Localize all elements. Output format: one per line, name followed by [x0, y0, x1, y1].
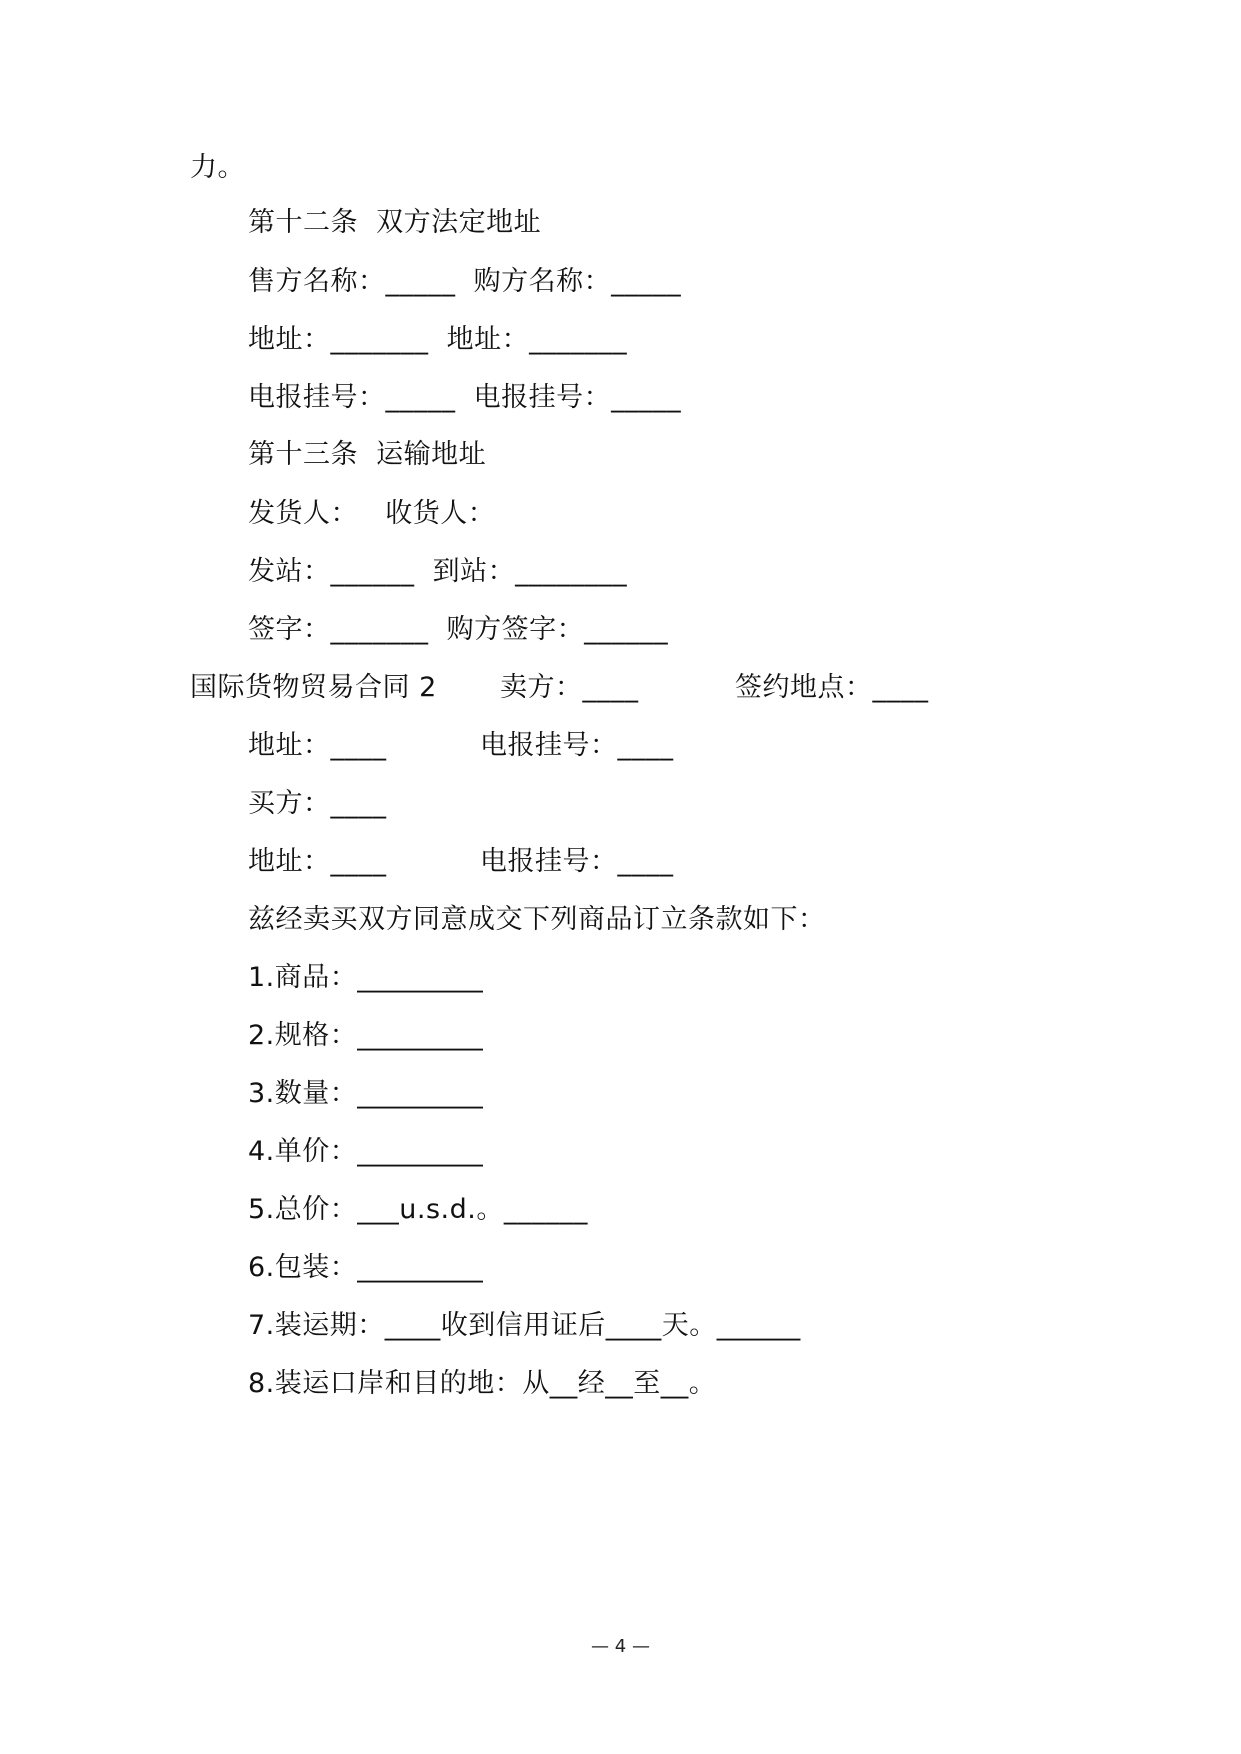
address-line: 地址：_______ 地址：_______ [248, 324, 628, 355]
seller-label: 卖方：____ [500, 672, 639, 703]
item-specification: 2.规格：_________ [248, 1020, 484, 1051]
item-port-destination: 8.装运口岸和目的地：从__经__至__。 [248, 1368, 717, 1399]
seller-telex: 电报挂号：____ [480, 730, 674, 761]
sign-place-label: 签约地点：____ [735, 672, 929, 703]
item-packing: 6.包装：_________ [248, 1252, 484, 1283]
buyer-address-row [248, 844, 1048, 880]
item-shipment-period: 7.装运期：____收到信用证后____天。______ [248, 1310, 801, 1341]
item-commodity: 1.商品：_________ [248, 962, 484, 993]
buyer-line: 买方：____ [248, 788, 387, 819]
station-line: 发站：______ 到站：________ [248, 556, 628, 587]
paragraph-line: 力。 [190, 152, 245, 183]
intro-line: 兹经卖买双方同意成交下列商品订立条款如下： [248, 904, 826, 935]
buyer-address: 地址：____ [248, 846, 387, 877]
page-number: — 4 — [591, 1636, 650, 1657]
item-quantity: 3.数量：_________ [248, 1078, 484, 1109]
seller-address: 地址：____ [248, 730, 387, 761]
party-name-line: 售方名称：_____ 购方名称：_____ [248, 266, 682, 297]
signature-line: 签字：_______ 购方签字：______ [248, 614, 669, 645]
buyer-telex: 电报挂号：____ [480, 846, 674, 877]
seller-address-row [248, 728, 1048, 764]
telex-line: 电报挂号：_____ 电报挂号：_____ [248, 382, 682, 413]
item-unit-price: 4.单价：_________ [248, 1136, 484, 1167]
article-12-heading: 第十二条 双方法定地址 [248, 207, 542, 238]
contract-title-row [190, 670, 1090, 706]
item-total-price: 5.总价：___u.s.d.。______ [248, 1194, 588, 1225]
shipper-consignee-line: 发货人： 收货人： [248, 498, 496, 529]
contract-title: 国际货物贸易合同 2 [190, 672, 437, 703]
article-13-heading: 第十三条 运输地址 [248, 439, 487, 470]
